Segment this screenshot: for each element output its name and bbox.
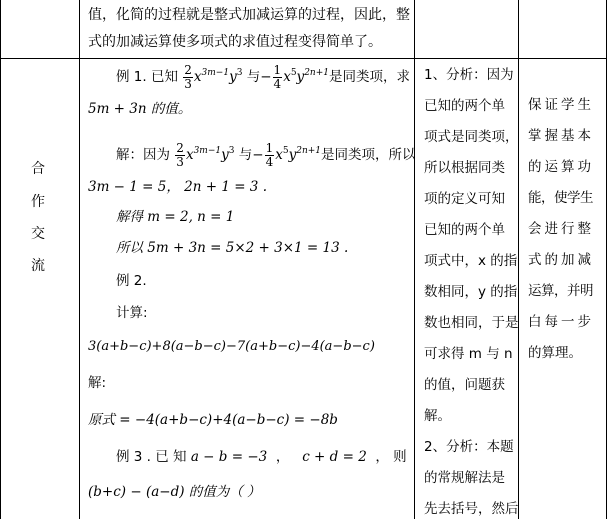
analysis-line: 项式中，x 的指 xyxy=(424,253,518,269)
column-divider-2 xyxy=(414,0,415,519)
analysis-line: 数也相同，于是 xyxy=(424,315,519,331)
analysis-line: 已知的两个单 xyxy=(424,98,505,114)
analysis-line: 可求得 m 与 n xyxy=(424,346,513,362)
purpose-line: 式的加减 xyxy=(528,252,594,268)
analysis-line: 已知的两个单 xyxy=(424,222,505,238)
table-border-right xyxy=(606,0,607,519)
purpose-line: 掌握基本 xyxy=(528,128,594,144)
example-2-expression: 3(a+b−c)+8(a−b−c)−7(a+b−c)−4(a−b−c) xyxy=(88,339,375,354)
column-divider-1 xyxy=(79,0,80,519)
purpose-column xyxy=(528,90,604,369)
fraction-two-thirds-2: $\frac{2}{3}$ xyxy=(176,141,184,169)
intro-line-1: 值，化简的过程就是整式加减运算的过程，因此，整 xyxy=(88,7,410,23)
purpose-line: 的算理。 xyxy=(528,345,582,361)
analysis-line: 数相同，y 的指 xyxy=(424,284,518,300)
side-label-2: 作 xyxy=(31,194,45,210)
analysis-column xyxy=(424,60,519,525)
example-1-result: 所以 5m + 3n = 5×2 + 3×1 = 13 . xyxy=(116,240,349,256)
example-3-statement: 例 3 . 已 知 a − b = −3 ， c + d = 2 ， 则 xyxy=(116,449,407,465)
fraction-one-quarter-2: $\frac{1}{4}$ xyxy=(265,141,274,169)
example-1-label: 例 1. 已知 xyxy=(116,69,178,86)
fraction-one-quarter: $\frac{1}{4}$ xyxy=(273,63,282,91)
analysis-line: 所以根据同类 xyxy=(424,160,505,176)
purpose-line: 白每一步 xyxy=(528,314,594,330)
example-1-statement: 例 1. 已知 $\frac{2}{3}$ $x^{3m-1}y^3$ 与− $\frac{1}{4}$ $x^5y^{2n+1}$是同类项，求 xyxy=(116,63,410,91)
example-1-equations: 3m − 1 = 5， 2n + 1 = 3 . xyxy=(88,179,267,195)
example-2-solution-label: 解: xyxy=(88,375,107,391)
example-2-label: 例 2. xyxy=(116,273,147,289)
purpose-line: 会进行整 xyxy=(528,221,594,237)
purpose-line: 的运算功 xyxy=(528,159,594,175)
example-3-ask: (b+c) − (a−d) 的值为（ ） xyxy=(88,484,261,500)
analysis-line: 2、分析：本题 xyxy=(424,439,514,455)
analysis-line: 的值，问题获 xyxy=(424,377,505,393)
analysis-line: 解。 xyxy=(424,408,451,424)
example-1-solution: 解：因为 $\frac{2}{3}$ $x^{3m-1}y^3$ 与− $\frac{1}{4}$ $x^5y^{2n+1}$是同类项，所以 xyxy=(116,141,416,169)
side-label-3: 交 xyxy=(31,226,45,242)
analysis-line: 的常规解法是 xyxy=(424,470,505,486)
analysis-line: 先去括号，然后 xyxy=(424,501,519,517)
analysis-line: 1、分析：因为 xyxy=(424,67,514,83)
purpose-line: 能，使学生 xyxy=(528,190,593,206)
row-divider xyxy=(0,58,607,59)
example-2-compute: 计算: xyxy=(116,305,148,321)
example-1-ask: 5m + 3n 的值。 xyxy=(88,101,192,117)
side-label-4: 流 xyxy=(31,258,45,274)
analysis-line: 项式是同类项， xyxy=(424,129,519,145)
purpose-line: 保证学生 xyxy=(528,97,594,113)
example-1-solve: 解得 m = 2, n = 1 xyxy=(116,209,235,225)
analysis-line: 项的定义可知 xyxy=(424,191,505,207)
column-divider-3 xyxy=(518,0,519,519)
intro-line-2: 式的加减运算使多项式的求值过程变得简单了。 xyxy=(88,34,382,50)
table-border-left xyxy=(0,0,1,519)
purpose-line: 运算，并明 xyxy=(528,283,593,299)
fraction-two-thirds: $\frac{2}{3}$ xyxy=(184,63,192,91)
example-2-result: 原式 = −4(a+b−c)+4(a−b−c) = −8b xyxy=(88,412,338,428)
side-label-1: 合 xyxy=(31,161,45,177)
